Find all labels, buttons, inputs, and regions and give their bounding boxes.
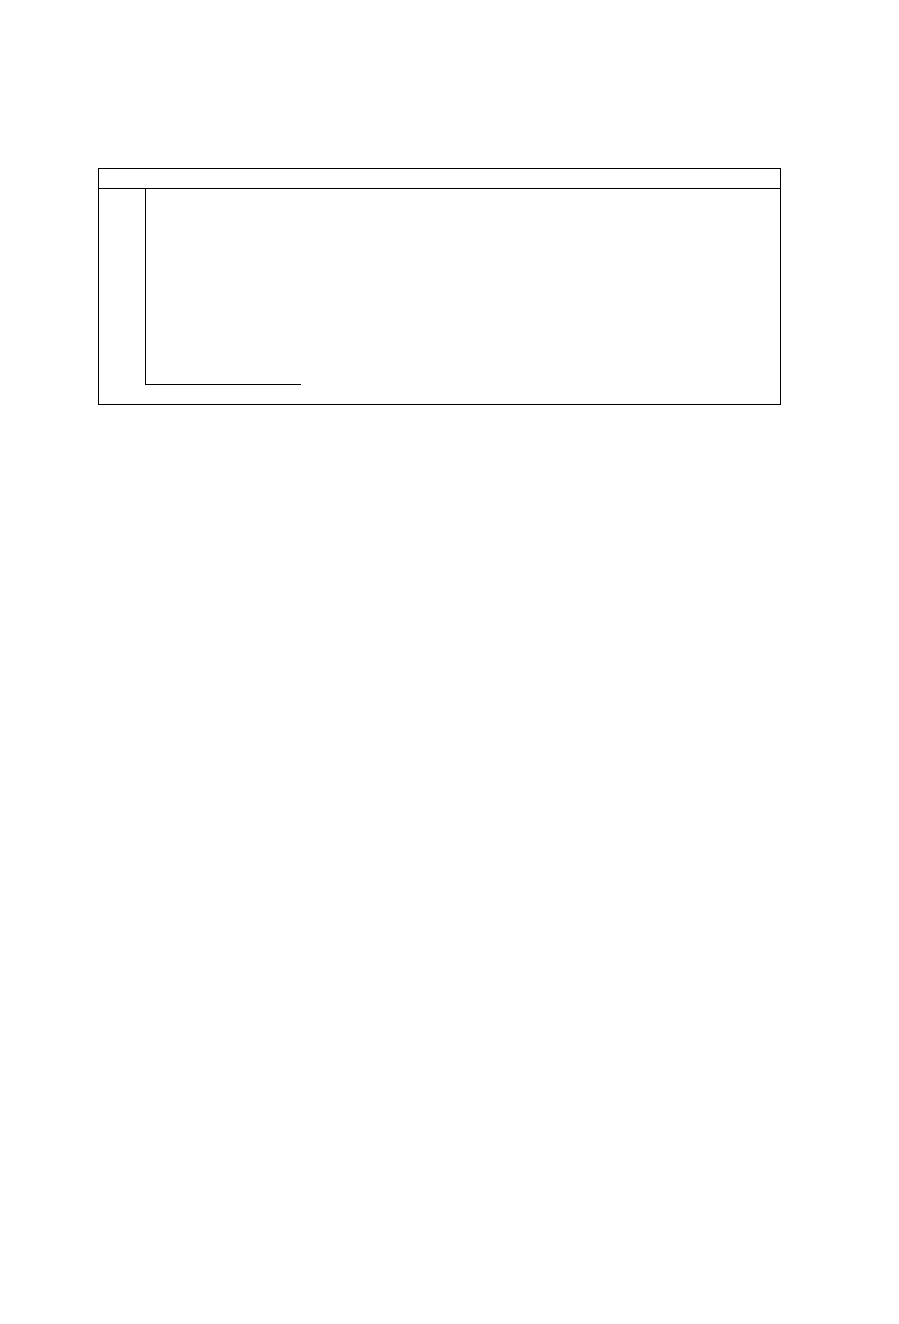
gas-data-row	[99, 189, 781, 405]
gas-label-frame	[145, 189, 301, 385]
gas-category-grid	[300, 189, 738, 382]
gas-data-title-row	[99, 169, 781, 189]
tech-data-table	[98, 168, 781, 405]
gas-data-title	[99, 169, 781, 189]
section-heading	[107, 134, 117, 154]
